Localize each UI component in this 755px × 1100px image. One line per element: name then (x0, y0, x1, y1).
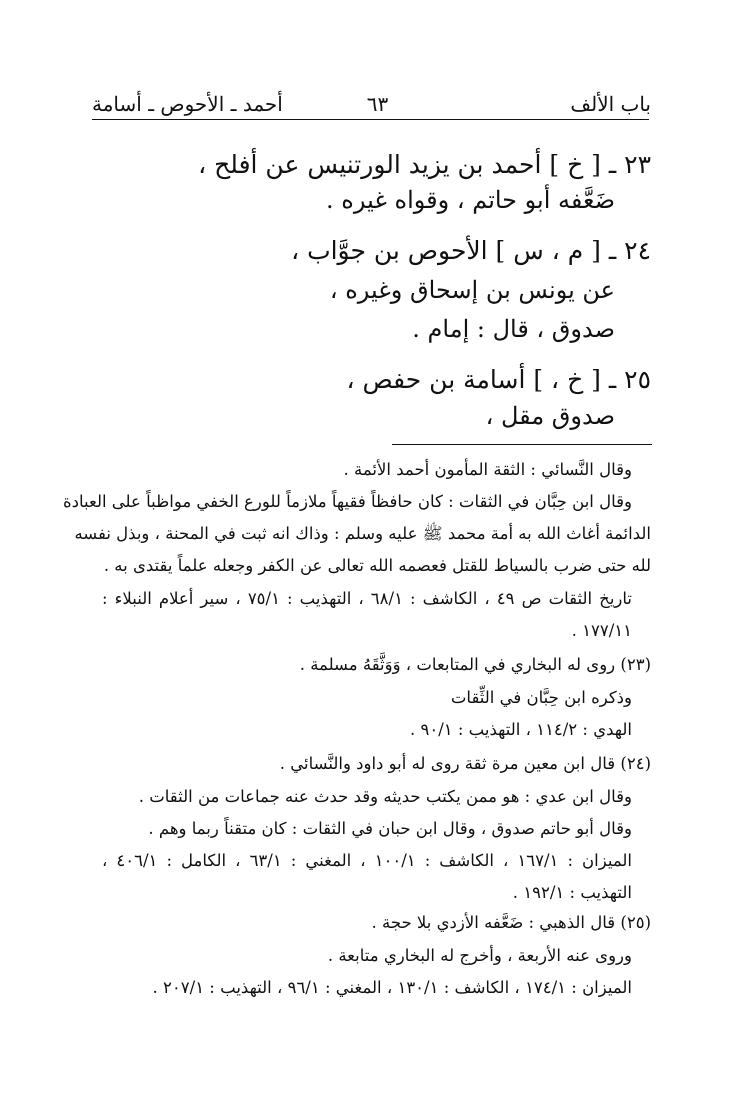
footnote-line: ١٧٧/١١ . (571, 621, 632, 640)
entry-25-line: ٢٥ ـ [ خ ، ] أسامة بن حفص ، (346, 365, 651, 394)
running-header-chapter: باب الألف (570, 92, 651, 116)
footnote-line: وقال ابن عدي : هو ممن يكتب حديثه وقد حدث عنه جماعات من الثقات . (138, 787, 632, 806)
footnote-line: الميزان : ١٦٧/١ ، الكاشف : ١٠٠/١ ، المغني : ٦٣/١ ، الكامل : ٤٠٦/١ ، (102, 851, 632, 870)
running-header-names: أحمد ـ الأحوص ـ أسامة (92, 92, 283, 116)
footnote-23-heading: (٢٣) روى له البخاري في المتابعات ، وَوَثَّقَهُ مسلمة . (299, 655, 651, 674)
entry-25-detail: صدوق مقل ، (485, 402, 615, 430)
footnote-line: وقال أبو حاتم صدوق ، وقال ابن حبان في الثقات : كان متقناً ربما وهم . (148, 819, 632, 838)
footnote-24-heading: (٢٤) قال ابن معين مرة ثقة روى له أبو داود والنَّسائي . (279, 754, 651, 773)
footnote-line: الدائمة أغاث الله به أمة محمد ﷺ عليه وسلم : وذاك انه ثبت في المحنة ، وبذل نفسه (74, 524, 651, 543)
header-rule (92, 119, 649, 120)
footnote-line: وذكره ابن حِبَّان في الثِّقات (450, 688, 632, 707)
entry-23-detail: ضَعَّفه أبو حاتم ، وقواه غيره . (326, 186, 615, 214)
footnote-line: الهدي : ١١٤/٢ ، التهذيب : ٩٠/١ . (409, 720, 632, 739)
footnote-line: وروى عنه الأربعة ، وأخرج له البخاري متابعة . (327, 946, 632, 965)
footnote-line: لله حتى ضرب بالسياط للقتل فعصمه الله تعالى عن الكفر وجعله علماً يقتدى به . (103, 556, 651, 575)
footnote-line: التهذيب : ١٩٢/١ . (512, 883, 632, 902)
footnote-line: وقال النَّسائي : الثقة المأمون أحمد الأئمة . (343, 460, 632, 479)
footnote-line: تاريخ الثقات ص ٤٩ ، الكاشف : ٦٨/١ ، التهذيب : ٧٥/١ ، سير أعلام النبلاء : (102, 589, 633, 608)
footnote-25-heading: (٢٥) قال الذهبي : ضَعَّفه الأزدي بلا حجة . (371, 913, 651, 932)
footnote-line: الميزان : ١٧٤/١ ، الكاشف : ١٣٠/١ ، المغني : ٩٦/١ ، التهذيب : ٢٠٧/١ . (152, 978, 632, 997)
entry-24-detail-2: صدوق ، قال : إمام . (412, 315, 615, 343)
entry-24-detail-1: عن يونس بن إسحاق وغيره ، (329, 276, 615, 304)
page-number: ٦٣ (366, 92, 389, 116)
entry-23-line: ٢٣ ـ [ خ ] أحمد بن يزيد الورتنيس عن أفلح ، (198, 150, 651, 179)
footnote-separator (392, 444, 652, 445)
footnote-line: وقال ابن حِبَّان في الثقات : كان حافظاً فقيهاً ملازماً للورع الخفي مواظباً على العبادة (62, 492, 632, 511)
entry-24-line: ٢٤ ـ [ م ، س ] الأحوص بن جوَّاب ، (291, 236, 651, 265)
